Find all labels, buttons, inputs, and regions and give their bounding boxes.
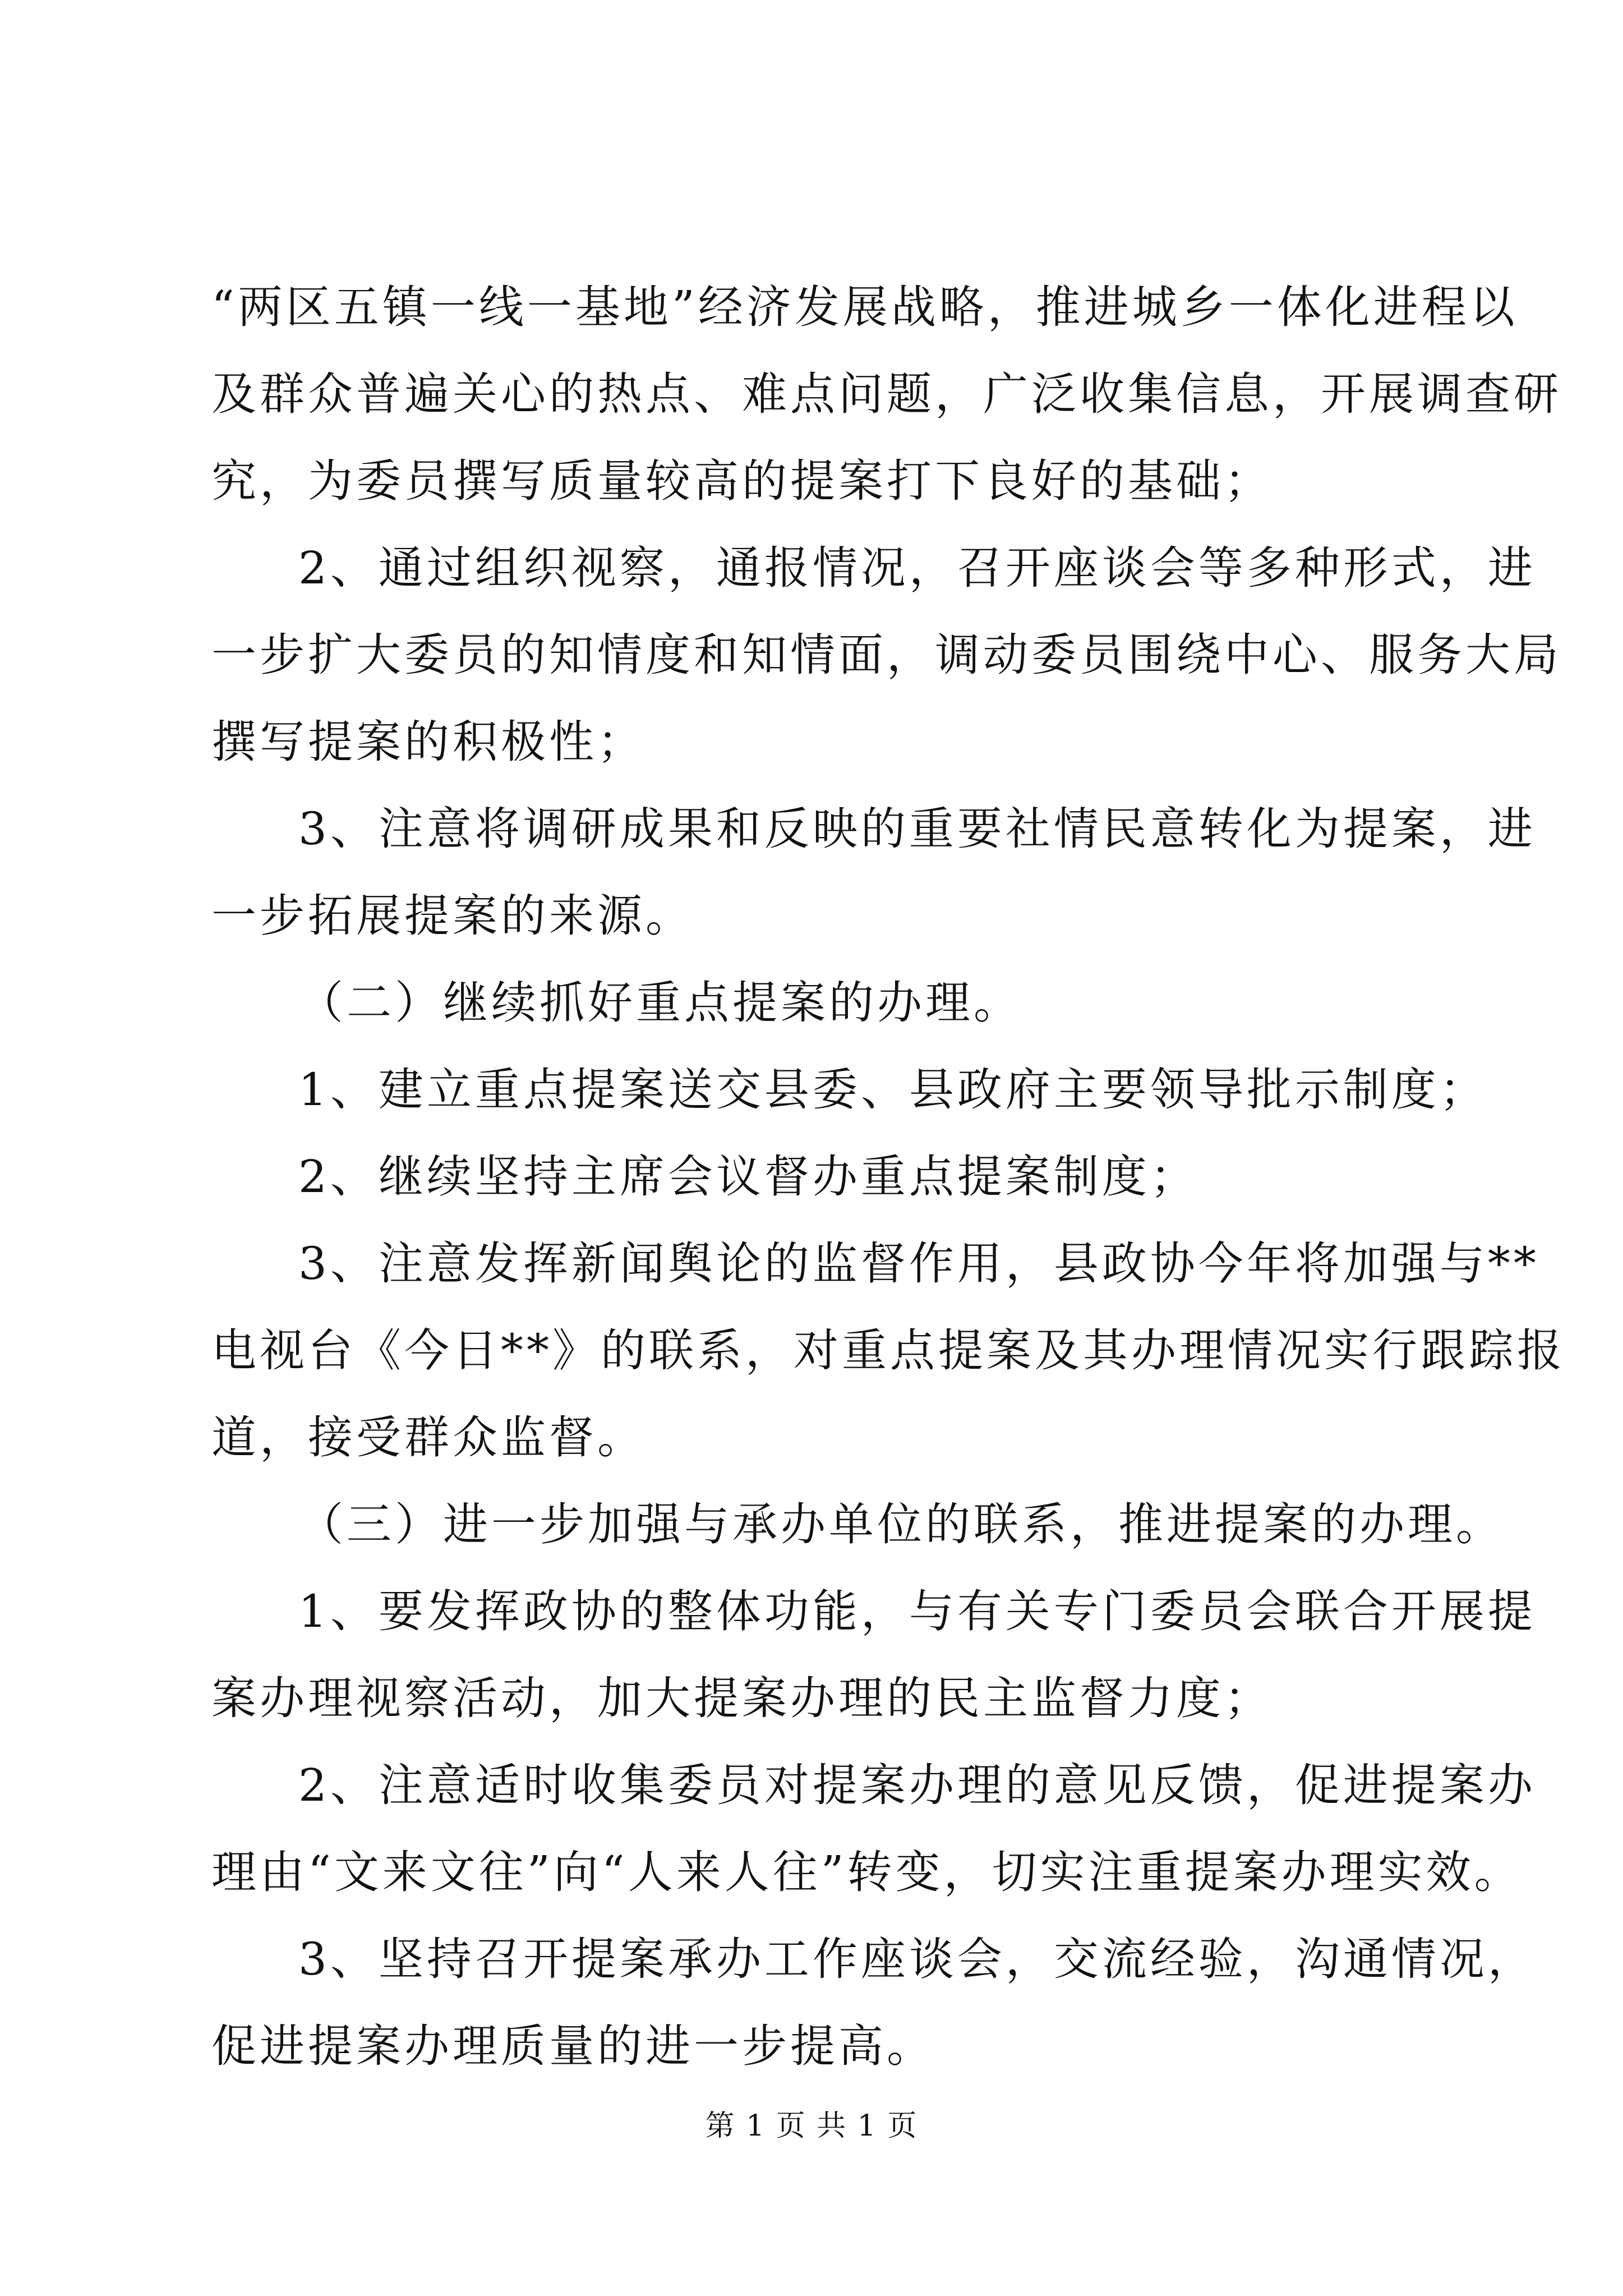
- text-line: 道，接受群众监督。: [211, 1411, 645, 1464]
- text-line: 撰写提案的积极性；: [211, 716, 645, 768]
- text-line: 究，为委员撰写质量较高的提案打下良好的基础；: [211, 455, 1272, 507]
- text-line: 案办理视察活动，加大提案办理的民主监督力度；: [211, 1672, 1272, 1724]
- page-number: 第 1 页 共 1 页: [705, 2109, 918, 2143]
- section-heading: （三）进一步加强与承办单位的联系，推进提案的办理。: [298, 1498, 1504, 1550]
- text-line: 电视台《今日**》的联系，对重点提案及其办理情况实行跟踪报: [211, 1324, 1565, 1377]
- text-line: 3、坚持召开提案承办工作座谈会，交流经验，沟通情况，: [298, 1933, 1536, 1985]
- section-heading: （二）继续抓好重点提案的办理。: [298, 977, 1022, 1029]
- text-line: “两区五镇一线一基地”经济发展战略，推进城乡一体化进程以: [211, 281, 1518, 333]
- text-line: 一步扩大委员的知情度和知情面，调动委员围绕中心、服务大局: [211, 629, 1562, 681]
- text-line: 理由“文来文往”向“人来人往”转变，切实注重提案办理实效。: [211, 1846, 1523, 1898]
- text-line: 1、要发挥政协的整体功能，与有关专门委员会联合开展提: [298, 1585, 1536, 1637]
- text-line: 2、通过组织视察，通报情况，召开座谈会等多种形式，进: [298, 542, 1536, 594]
- text-line: 3、注意发挥新闻舆论的监督作用，县政协今年将加强与**: [298, 1237, 1539, 1290]
- text-line: 2、注意适时收集委员对提案办理的意见反馈，促进提案办: [298, 1759, 1536, 1811]
- text-line: 及群众普遍关心的热点、难点问题，广泛收集信息，开展调查研: [211, 368, 1562, 420]
- text-line: 3、注意将调研成果和反映的重要社情民意转化为提案，进: [298, 803, 1536, 855]
- page-footer: [0, 2106, 1623, 2146]
- text-line: 1、建立重点提案送交县委、县政府主要领导批示制度；: [298, 1064, 1488, 1116]
- text-line: 2、继续坚持主席会议督办重点提案制度；: [298, 1151, 1198, 1203]
- text-line: 促进提案办理质量的进一步提高。: [211, 2020, 935, 2072]
- document-body: [211, 264, 1565, 2090]
- text-line: 一步拓展提案的来源。: [211, 890, 694, 942]
